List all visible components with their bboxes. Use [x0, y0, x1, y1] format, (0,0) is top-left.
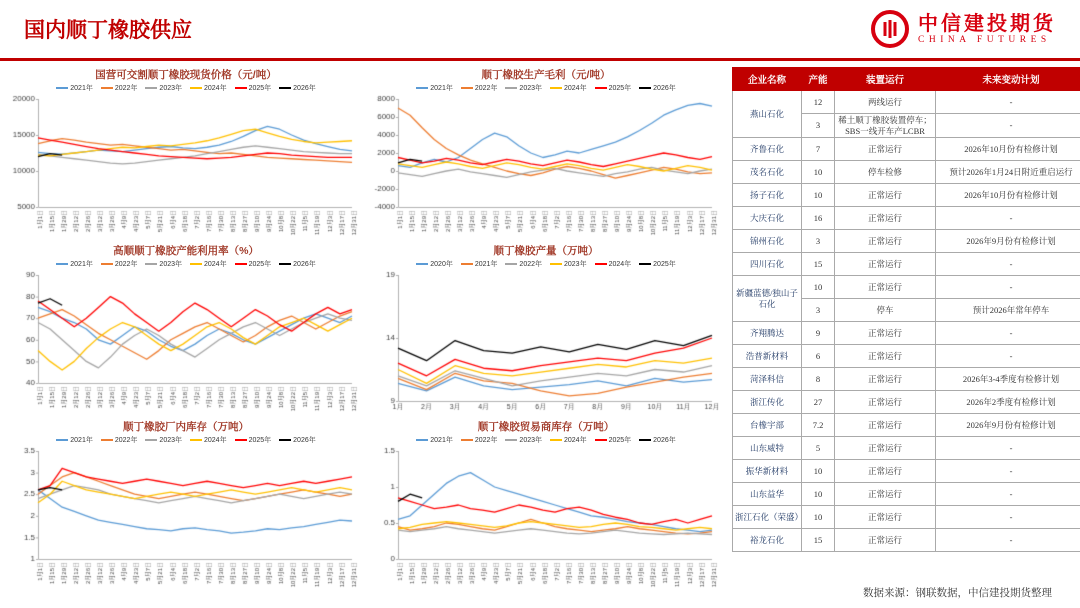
- chart-legend: [366, 83, 726, 93]
- status-cell: 停车: [835, 299, 936, 322]
- legend-swatch-icon: [235, 87, 247, 89]
- plan-cell: -: [936, 114, 1080, 138]
- status-cell: 正常运行: [835, 460, 936, 483]
- chart-6: [366, 417, 726, 593]
- legend-item: [235, 435, 272, 445]
- legend-swatch-icon: [416, 263, 428, 265]
- table-row: [733, 138, 1080, 161]
- chart-legend: [366, 435, 726, 445]
- legend-item: [639, 259, 676, 269]
- header: [0, 0, 1080, 58]
- legend-label: 2025年: [248, 261, 272, 268]
- legend-swatch-icon: [416, 439, 428, 441]
- chart-title: 国营可交割顺丁橡胶现货价格（元/吨）: [95, 69, 277, 81]
- status-cell: 正常运行: [835, 414, 936, 437]
- legend-item: [279, 259, 316, 269]
- company-cell: 四川石化: [733, 253, 802, 276]
- table-row: [733, 483, 1080, 506]
- capacity-cell: 7: [802, 138, 835, 161]
- legend-item: [550, 83, 587, 93]
- chart-5: [6, 417, 366, 593]
- legend-item: [550, 435, 587, 445]
- company-cell: 浙江传化: [733, 391, 802, 414]
- legend-swatch-icon: [235, 439, 247, 441]
- plan-cell: -: [936, 506, 1080, 529]
- capacity-cell: 10: [802, 506, 835, 529]
- table-row: [733, 253, 1080, 276]
- legend-swatch-icon: [190, 263, 202, 265]
- plan-cell: -: [936, 276, 1080, 299]
- capacity-cell: 27: [802, 391, 835, 414]
- legend-swatch-icon: [101, 439, 113, 441]
- legend-swatch-icon: [56, 263, 68, 265]
- legend-label: 2024年: [564, 85, 587, 92]
- chart-2: [366, 65, 726, 241]
- legend-item: [595, 435, 632, 445]
- legend-label: 2026年: [293, 85, 316, 92]
- chart-title: 顺丁橡胶生产毛利（元/吨）: [481, 69, 611, 81]
- plan-cell: 预计2026年1月24日附近重启运行: [936, 161, 1080, 184]
- chart-title: 顺丁橡胶产量（万吨）: [493, 245, 599, 257]
- legend-item: [639, 435, 676, 445]
- table-row: [733, 91, 1080, 114]
- legend-item: [101, 83, 138, 93]
- table-row: [733, 437, 1080, 460]
- capacity-cell: 10: [802, 276, 835, 299]
- legend-label: 2024年: [204, 261, 227, 268]
- capacity-cell: 15: [802, 253, 835, 276]
- legend-item: [505, 259, 542, 269]
- legend-swatch-icon: [461, 439, 473, 441]
- chart-canvas: [6, 270, 360, 416]
- capacity-cell: 10: [802, 483, 835, 506]
- legend-label: 2026年: [293, 261, 316, 268]
- legend-swatch-icon: [101, 263, 113, 265]
- chart-canvas: [366, 446, 720, 592]
- company-cell: 裕龙石化: [733, 529, 802, 552]
- chart-legend: [366, 259, 726, 269]
- legend-swatch-icon: [550, 87, 562, 89]
- status-cell: 停车检修: [835, 161, 936, 184]
- company-cell: 燕山石化: [733, 91, 802, 138]
- status-cell: 正常运行: [835, 345, 936, 368]
- brand: [870, 9, 1056, 49]
- legend-swatch-icon: [145, 263, 157, 265]
- company-cell: 山东威特: [733, 437, 802, 460]
- legend-swatch-icon: [56, 87, 68, 89]
- legend-label: 2023年: [519, 437, 542, 444]
- legend-swatch-icon: [461, 87, 473, 89]
- legend-swatch-icon: [595, 263, 607, 265]
- table-row: [733, 414, 1080, 437]
- chart-canvas: [6, 446, 360, 592]
- status-cell: 稀土顺丁橡胶装置停车；SBS一线开车产LCBR: [835, 114, 936, 138]
- legend-swatch-icon: [101, 87, 113, 89]
- plan-cell: 预计2026年常年停车: [936, 299, 1080, 322]
- legend-item: [505, 83, 542, 93]
- capacity-cell: 16: [802, 207, 835, 230]
- legend-swatch-icon: [550, 263, 562, 265]
- legend-item: [416, 259, 453, 269]
- chart-4: [366, 241, 726, 417]
- capacity-cell: 7.2: [802, 414, 835, 437]
- legend-label: 2021年: [430, 437, 453, 444]
- chart-legend: [6, 259, 366, 269]
- table-row: [733, 184, 1080, 207]
- plan-cell: 2026年9月份有检修计划: [936, 230, 1080, 253]
- legend-item: [505, 435, 542, 445]
- table-row: [733, 322, 1080, 345]
- company-cell: 振华新材料: [733, 460, 802, 483]
- brand-name-en: CHINA FUTURES: [918, 34, 1051, 45]
- table-header-cell: 产能: [802, 68, 835, 91]
- chart-legend: [6, 83, 366, 93]
- legend-item: [145, 435, 182, 445]
- status-cell: 正常运行: [835, 506, 936, 529]
- status-cell: 正常运行: [835, 276, 936, 299]
- table-header-cell: 装置运行: [835, 68, 936, 91]
- legend-label: 2025年: [248, 437, 272, 444]
- table-row: [733, 391, 1080, 414]
- status-cell: 正常运行: [835, 253, 936, 276]
- company-cell: 菏泽科信: [733, 368, 802, 391]
- legend-swatch-icon: [639, 87, 651, 89]
- brand-name-cn: 中信建投期货: [918, 12, 1056, 35]
- capacity-cell: 3: [802, 114, 835, 138]
- status-cell: 两线运行: [835, 91, 936, 114]
- legend-item: [279, 435, 316, 445]
- legend-swatch-icon: [505, 263, 517, 265]
- legend-item: [416, 83, 453, 93]
- chart-title: 顺丁橡胶厂内库存（万吨）: [123, 421, 249, 433]
- table-row: [733, 506, 1080, 529]
- capacity-cell: 12: [802, 91, 835, 114]
- legend-swatch-icon: [505, 87, 517, 89]
- table-row: [733, 230, 1080, 253]
- plan-cell: -: [936, 483, 1080, 506]
- plan-cell: 2026年3-4季度有检修计划: [936, 368, 1080, 391]
- legend-label: 2021年: [70, 437, 93, 444]
- legend-swatch-icon: [235, 263, 247, 265]
- plan-cell: -: [936, 322, 1080, 345]
- legend-label: 2026年: [293, 437, 316, 444]
- capacity-cell: 15: [802, 529, 835, 552]
- page-title: 国内顺丁橡胶供应: [24, 19, 192, 42]
- legend-item: [56, 435, 93, 445]
- legend-label: 2024年: [608, 261, 632, 268]
- company-cell: 浩普新材料: [733, 345, 802, 368]
- legend-item: [101, 435, 138, 445]
- legend-item: [416, 435, 453, 445]
- legend-item: [639, 83, 676, 93]
- legend-label: 2026年: [653, 437, 676, 444]
- legend-label: 2023年: [159, 437, 182, 444]
- capacity-cell: 10: [802, 184, 835, 207]
- legend-label: 2026年: [653, 85, 676, 92]
- legend-swatch-icon: [56, 439, 68, 441]
- chart-title: 高顺顺丁橡胶产能利用率（%）: [113, 245, 259, 257]
- status-cell: 正常运行: [835, 483, 936, 506]
- legend-swatch-icon: [461, 263, 473, 265]
- table-row: [733, 529, 1080, 552]
- legend-item: [279, 83, 316, 93]
- company-cell: 浙江石化（荣盛）: [733, 506, 802, 529]
- company-cell: 齐鲁石化: [733, 138, 802, 161]
- legend-label: 2023年: [519, 85, 542, 92]
- brand-text: [918, 13, 1056, 45]
- capacity-cell: 10: [802, 460, 835, 483]
- status-cell: 正常运行: [835, 184, 936, 207]
- capacity-cell: 10: [802, 161, 835, 184]
- legend-label: 2025年: [248, 85, 272, 92]
- legend-label: 2022年: [114, 437, 138, 444]
- supply-table-panel: [732, 65, 1080, 593]
- plan-cell: 2026年10月份有检修计划: [936, 184, 1080, 207]
- legend-item: [145, 83, 182, 93]
- legend-item: [461, 435, 498, 445]
- legend-item: [595, 259, 632, 269]
- table-header-cell: 未来变动计划: [936, 68, 1080, 91]
- legend-label: 2022年: [519, 261, 542, 268]
- legend-label: 2025年: [608, 85, 632, 92]
- legend-swatch-icon: [279, 87, 291, 89]
- company-cell: 新疆蓝德/独山子石化: [733, 276, 802, 322]
- chart-legend: [6, 435, 366, 445]
- supply-table: [732, 67, 1080, 552]
- company-cell: 扬子石化: [733, 184, 802, 207]
- legend-label: 2023年: [159, 261, 182, 268]
- company-cell: 山东益华: [733, 483, 802, 506]
- plan-cell: -: [936, 460, 1080, 483]
- capacity-cell: 3: [802, 299, 835, 322]
- legend-label: 2021年: [70, 85, 93, 92]
- legend-item: [235, 83, 272, 93]
- company-cell: 锦州石化: [733, 230, 802, 253]
- legend-label: 2024年: [564, 437, 587, 444]
- plan-cell: -: [936, 437, 1080, 460]
- company-cell: 齐翔腾达: [733, 322, 802, 345]
- legend-item: [145, 259, 182, 269]
- table-row: [733, 276, 1080, 299]
- company-cell: 台橡宇部: [733, 414, 802, 437]
- table-header-cell: 企业名称: [733, 68, 802, 91]
- table-row: [733, 460, 1080, 483]
- legend-label: 2025年: [608, 437, 632, 444]
- content: [0, 61, 1080, 593]
- status-cell: 正常运行: [835, 391, 936, 414]
- plan-cell: -: [936, 253, 1080, 276]
- chart-canvas: [6, 94, 360, 240]
- status-cell: 正常运行: [835, 529, 936, 552]
- capacity-cell: 3: [802, 230, 835, 253]
- legend-label: 2022年: [474, 85, 498, 92]
- status-cell: 正常运行: [835, 138, 936, 161]
- legend-swatch-icon: [416, 87, 428, 89]
- legend-swatch-icon: [190, 87, 202, 89]
- legend-label: 2023年: [564, 261, 587, 268]
- legend-label: 2022年: [474, 437, 498, 444]
- legend-swatch-icon: [279, 263, 291, 265]
- citic-logo-icon: [870, 9, 910, 49]
- company-cell: 茂名石化: [733, 161, 802, 184]
- table-header-row: [733, 68, 1080, 91]
- legend-label: 2021年: [430, 85, 453, 92]
- legend-item: [461, 83, 498, 93]
- legend-item: [190, 259, 227, 269]
- legend-label: 2024年: [204, 85, 227, 92]
- table-row: [733, 161, 1080, 184]
- charts-grid: [6, 65, 726, 593]
- table-row: [733, 345, 1080, 368]
- legend-swatch-icon: [505, 439, 517, 441]
- legend-label: 2021年: [70, 261, 93, 268]
- legend-item: [56, 259, 93, 269]
- legend-label: 2023年: [159, 85, 182, 92]
- plan-cell: 2026年10月份有检修计划: [936, 138, 1080, 161]
- chart-title: 顺丁橡胶贸易商库存（万吨）: [477, 421, 615, 433]
- status-cell: 正常运行: [835, 437, 936, 460]
- legend-label: 2022年: [114, 261, 138, 268]
- legend-item: [461, 259, 498, 269]
- legend-swatch-icon: [145, 87, 157, 89]
- chart-canvas: [366, 94, 720, 240]
- legend-label: 2020年: [430, 261, 453, 268]
- status-cell: 正常运行: [835, 230, 936, 253]
- plan-cell: -: [936, 529, 1080, 552]
- table-row: [733, 207, 1080, 230]
- capacity-cell: 8: [802, 368, 835, 391]
- legend-swatch-icon: [639, 439, 651, 441]
- legend-label: 2025年: [653, 261, 676, 268]
- plan-cell: -: [936, 345, 1080, 368]
- legend-item: [235, 259, 272, 269]
- status-cell: 正常运行: [835, 322, 936, 345]
- legend-item: [595, 83, 632, 93]
- legend-label: 2022年: [114, 85, 138, 92]
- legend-item: [56, 83, 93, 93]
- status-cell: 正常运行: [835, 207, 936, 230]
- legend-item: [190, 435, 227, 445]
- legend-item: [550, 259, 587, 269]
- chart-3: [6, 241, 366, 417]
- legend-swatch-icon: [145, 439, 157, 441]
- status-cell: 正常运行: [835, 368, 936, 391]
- capacity-cell: 5: [802, 437, 835, 460]
- capacity-cell: 6: [802, 345, 835, 368]
- plan-cell: 2026年2季度有检修计划: [936, 391, 1080, 414]
- chart-canvas: [366, 270, 720, 416]
- table-row: [733, 368, 1080, 391]
- legend-label: 2021年: [474, 261, 498, 268]
- legend-item: [101, 259, 138, 269]
- legend-swatch-icon: [190, 439, 202, 441]
- company-cell: 大庆石化: [733, 207, 802, 230]
- plan-cell: -: [936, 207, 1080, 230]
- legend-swatch-icon: [279, 439, 291, 441]
- plan-cell: -: [936, 91, 1080, 114]
- legend-swatch-icon: [550, 439, 562, 441]
- plan-cell: 2026年9月份有检修计划: [936, 414, 1080, 437]
- legend-swatch-icon: [639, 263, 651, 265]
- capacity-cell: 9: [802, 322, 835, 345]
- legend-label: 2024年: [204, 437, 227, 444]
- data-source-note: 数据来源：钢联数据，中信建投期货整理: [863, 588, 1052, 599]
- legend-item: [190, 83, 227, 93]
- legend-swatch-icon: [595, 439, 607, 441]
- chart-1: [6, 65, 366, 241]
- legend-swatch-icon: [595, 87, 607, 89]
